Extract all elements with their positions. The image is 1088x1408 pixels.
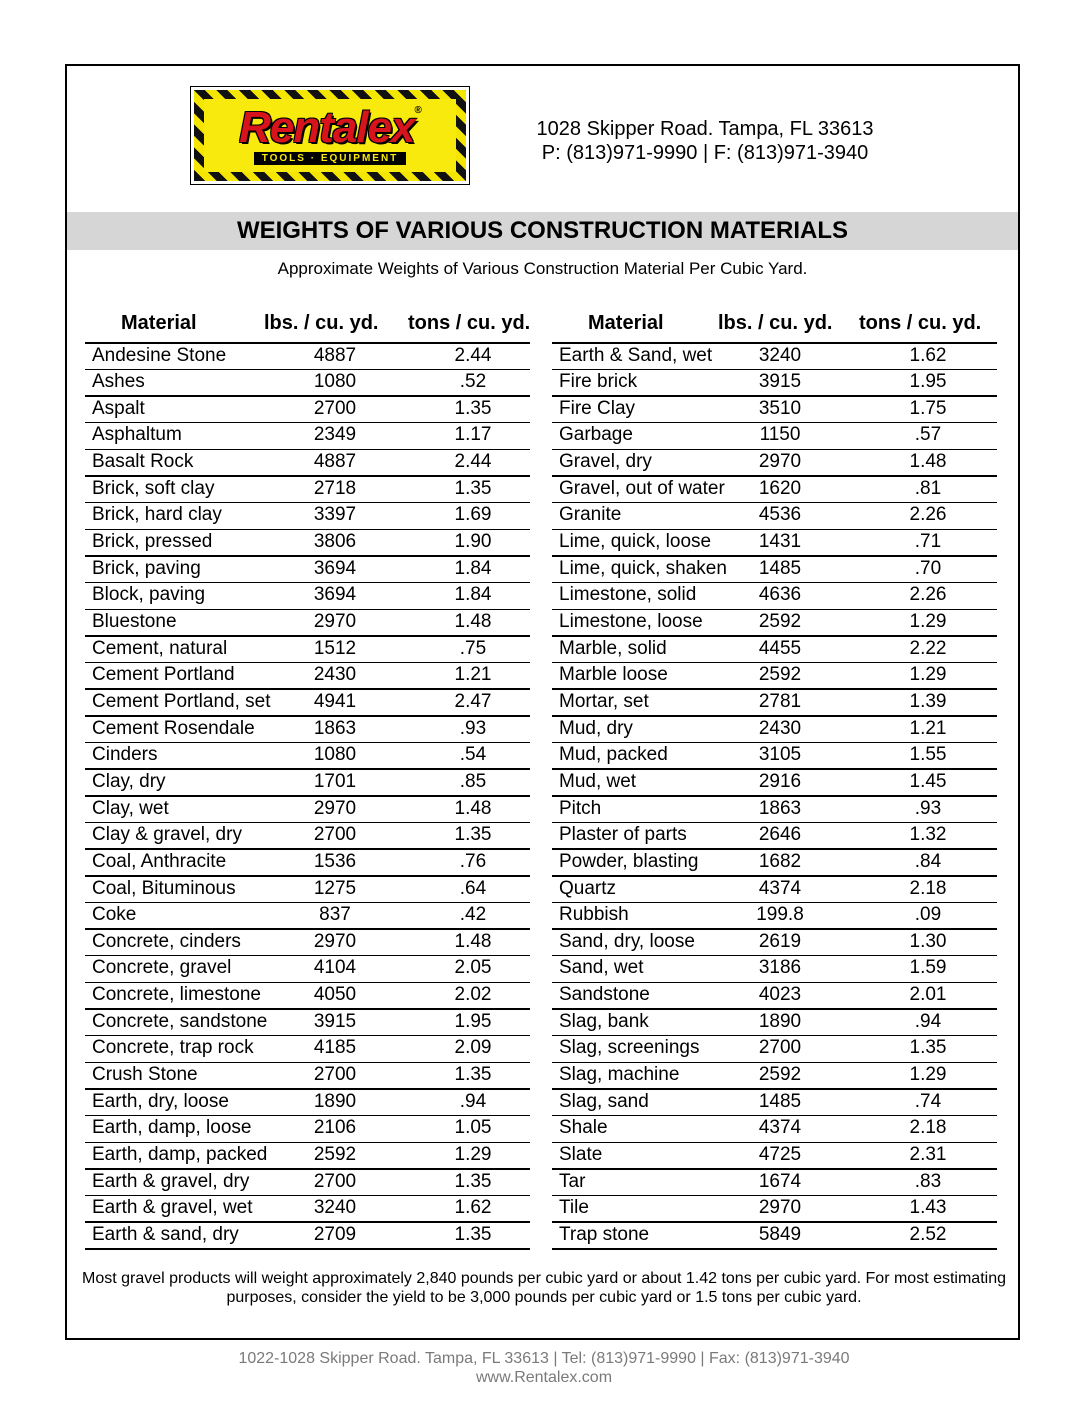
tons-value: 1.05 bbox=[454, 1117, 492, 1139]
material-name: Slag, screenings bbox=[559, 1037, 700, 1059]
header-address bbox=[480, 117, 930, 165]
tons-value: 1.29 bbox=[909, 664, 947, 686]
material-name: Tar bbox=[559, 1170, 586, 1192]
lbs-value: 2592 bbox=[758, 611, 802, 632]
tons-value: 1.21 bbox=[454, 664, 492, 686]
tons-value: 1.69 bbox=[454, 504, 492, 526]
material-name: Mortar, set bbox=[559, 690, 649, 712]
tons-value: 2.44 bbox=[454, 451, 492, 473]
tons-value: 1.84 bbox=[454, 557, 492, 579]
tons-value: 2.01 bbox=[909, 984, 947, 1006]
material-name: Cement Portland bbox=[92, 664, 235, 686]
material-name: Fire Clay bbox=[559, 397, 636, 419]
tons-value: 2.02 bbox=[454, 984, 492, 1006]
material-name: Slag, bank bbox=[559, 1010, 649, 1032]
material-name: Earth, damp, packed bbox=[92, 1144, 268, 1165]
material-name: Earth & sand, dry bbox=[92, 1223, 239, 1245]
tons-value: 1.29 bbox=[909, 1064, 947, 1086]
lbs-value: 2709 bbox=[313, 1223, 357, 1245]
header-tons-left: tons / cu. yd. bbox=[408, 312, 531, 334]
tons-value: 2.22 bbox=[909, 637, 947, 659]
lbs-value: 4887 bbox=[313, 344, 357, 366]
page-footer bbox=[0, 1349, 1088, 1387]
material-name: Mud, packed bbox=[559, 744, 668, 766]
tons-value: .81 bbox=[914, 477, 942, 499]
lbs-value: 2430 bbox=[758, 717, 802, 739]
material-name: Mud, wet bbox=[559, 770, 637, 792]
material-name: Concrete, limestone bbox=[92, 984, 261, 1006]
material-name: Crush Stone bbox=[92, 1064, 198, 1086]
lbs-value: 4374 bbox=[758, 877, 802, 899]
lbs-value: 2970 bbox=[313, 930, 357, 952]
material-name: Andesine Stone bbox=[92, 344, 227, 366]
material-name: Granite bbox=[559, 504, 622, 526]
lbs-value: 3105 bbox=[758, 744, 802, 766]
registered-mark: ® bbox=[414, 105, 421, 116]
lbs-value: 1890 bbox=[313, 1090, 357, 1112]
tons-value: .93 bbox=[914, 797, 942, 819]
material-name: Cinders bbox=[92, 744, 158, 766]
tons-value: 1.62 bbox=[454, 1197, 492, 1219]
tons-value: 2.47 bbox=[454, 690, 492, 712]
tons-value: 1.21 bbox=[909, 717, 947, 739]
lbs-value: 4374 bbox=[758, 1117, 802, 1139]
tons-value: .42 bbox=[459, 904, 487, 926]
lbs-value: 2700 bbox=[313, 397, 357, 419]
lbs-value: 4185 bbox=[313, 1037, 357, 1059]
material-name: Earth, dry, loose bbox=[92, 1090, 229, 1112]
lbs-value: 5849 bbox=[758, 1223, 802, 1245]
material-name: Basalt Rock bbox=[92, 451, 194, 473]
lbs-value: 1674 bbox=[758, 1170, 802, 1192]
lbs-value: 4725 bbox=[758, 1144, 802, 1165]
tons-value: 1.84 bbox=[454, 584, 492, 606]
material-name: Asphaltum bbox=[92, 424, 182, 446]
lbs-value: 2430 bbox=[313, 664, 357, 686]
lbs-value: 2700 bbox=[313, 1064, 357, 1086]
lbs-value: 3915 bbox=[313, 1010, 357, 1032]
lbs-value: 3510 bbox=[758, 397, 802, 419]
material-name: Marble, solid bbox=[559, 637, 667, 659]
material-name: Gravel, out of water bbox=[559, 477, 725, 499]
header-material-right: Material bbox=[588, 312, 664, 334]
lbs-value: 2592 bbox=[313, 1144, 357, 1165]
tons-value: .76 bbox=[459, 850, 487, 872]
lbs-value: 1485 bbox=[758, 557, 802, 579]
tons-value: 1.35 bbox=[454, 1223, 492, 1245]
lbs-value: 1701 bbox=[313, 770, 357, 792]
tons-value: 2.31 bbox=[909, 1144, 947, 1165]
lbs-value: 3186 bbox=[758, 957, 802, 979]
tons-value: .52 bbox=[459, 371, 487, 393]
lbs-value: 1890 bbox=[758, 1010, 802, 1032]
material-name: Slag, machine bbox=[559, 1064, 680, 1086]
lbs-value: 2592 bbox=[758, 664, 802, 686]
lbs-value: 1863 bbox=[313, 717, 357, 739]
tons-value: .93 bbox=[459, 717, 487, 739]
lbs-value: 2646 bbox=[758, 824, 802, 846]
lbs-value: 1863 bbox=[758, 797, 802, 819]
tons-value: 2.26 bbox=[909, 584, 947, 606]
lbs-value: 3915 bbox=[758, 371, 802, 393]
material-name: Brick, soft clay bbox=[92, 477, 215, 499]
lbs-value: 1620 bbox=[758, 477, 802, 499]
tons-value: 1.29 bbox=[454, 1144, 492, 1165]
page-subtitle: Approximate Weights of Various Construction Material Per Cubic Yard. bbox=[277, 259, 808, 278]
tons-value: 1.48 bbox=[454, 797, 492, 819]
tons-value: 1.35 bbox=[454, 477, 492, 499]
material-name: Coke bbox=[92, 904, 137, 926]
material-name: Clay & gravel, dry bbox=[92, 824, 242, 846]
lbs-value: 2592 bbox=[758, 1064, 802, 1086]
lbs-value: 2700 bbox=[758, 1037, 802, 1059]
phone-fax-line: P: (813)971-9990 | F: (813)971-3940 bbox=[541, 142, 869, 164]
material-name: Powder, blasting bbox=[559, 850, 699, 872]
material-name: Slag, sand bbox=[559, 1090, 649, 1112]
material-name: Brick, paving bbox=[92, 557, 201, 579]
rentalex-logo bbox=[190, 86, 470, 185]
material-name: Mud, dry bbox=[559, 717, 633, 739]
lbs-value: 4050 bbox=[313, 984, 357, 1006]
material-name: Trap stone bbox=[559, 1223, 650, 1245]
tons-value: .85 bbox=[459, 770, 487, 792]
lbs-value: 2781 bbox=[758, 690, 802, 712]
material-name: Clay, dry bbox=[92, 770, 166, 792]
material-name: Sand, dry, loose bbox=[559, 930, 695, 952]
material-name: Sand, wet bbox=[559, 957, 644, 979]
material-name: Cement, natural bbox=[92, 637, 228, 659]
lbs-value: 837 bbox=[319, 904, 351, 926]
lbs-value: 2718 bbox=[313, 477, 357, 499]
tons-value: 1.39 bbox=[909, 690, 947, 712]
material-name: Coal, Anthracite bbox=[92, 850, 227, 872]
lbs-value: 4636 bbox=[758, 584, 802, 606]
lbs-value: 1080 bbox=[313, 744, 357, 766]
material-name: Coal, Bituminous bbox=[92, 877, 236, 899]
material-name: Aspalt bbox=[92, 397, 145, 419]
material-name: Lime, quick, shaken bbox=[559, 557, 727, 579]
material-name: Limestone, solid bbox=[559, 584, 697, 606]
lbs-value: 4887 bbox=[313, 451, 357, 473]
lbs-value: 2349 bbox=[313, 424, 357, 446]
tons-value: 2.44 bbox=[454, 344, 492, 366]
tons-value: 1.17 bbox=[454, 424, 492, 446]
lbs-value: 4941 bbox=[313, 690, 357, 712]
material-name: Rubbish bbox=[559, 904, 629, 926]
logo-wordmark: Rentalex bbox=[239, 103, 415, 152]
tons-value: 1.43 bbox=[909, 1197, 947, 1219]
lbs-value: 2970 bbox=[758, 451, 802, 473]
material-name: Brick, pressed bbox=[92, 531, 213, 553]
material-name: Shale bbox=[559, 1117, 608, 1139]
tons-value: 2.09 bbox=[454, 1037, 492, 1059]
logo-tagline: TOOLS · EQUIPMENT bbox=[254, 152, 407, 165]
lbs-value: 3397 bbox=[313, 504, 357, 526]
material-name: Slate bbox=[559, 1144, 603, 1165]
lbs-value: 4104 bbox=[313, 957, 357, 979]
tons-value: 1.35 bbox=[454, 824, 492, 846]
lbs-value: 4536 bbox=[758, 504, 802, 526]
lbs-value: 2700 bbox=[313, 824, 357, 846]
lbs-value: 1536 bbox=[313, 850, 357, 872]
tons-value: 2.18 bbox=[909, 877, 947, 899]
material-name: Plaster of parts bbox=[559, 824, 687, 846]
material-name: Concrete, trap rock bbox=[92, 1037, 254, 1059]
material-name: Earth, damp, loose bbox=[92, 1117, 252, 1139]
tons-value: 1.48 bbox=[454, 611, 492, 632]
lbs-value: 1512 bbox=[313, 637, 357, 659]
material-name: Concrete, gravel bbox=[92, 957, 232, 979]
lbs-value: 1080 bbox=[313, 371, 357, 393]
tons-value: .74 bbox=[914, 1090, 942, 1112]
tons-value: 2.52 bbox=[909, 1223, 947, 1245]
table-row-rule bbox=[552, 1248, 997, 1250]
tons-value: 1.29 bbox=[909, 611, 947, 632]
tons-value: 1.95 bbox=[454, 1010, 492, 1032]
tons-value: 1.45 bbox=[909, 770, 947, 792]
lbs-value: 1431 bbox=[758, 531, 802, 553]
page-title: WEIGHTS OF VARIOUS CONSTRUCTION MATERIALS bbox=[67, 212, 1018, 250]
lbs-value: 1485 bbox=[758, 1090, 802, 1112]
material-name: Cement Rosendale bbox=[92, 717, 255, 739]
tons-value: 1.48 bbox=[909, 451, 947, 473]
tons-value: 1.30 bbox=[909, 930, 947, 952]
lbs-value: 1150 bbox=[759, 424, 801, 446]
tons-value: 1.35 bbox=[454, 397, 492, 419]
material-name: Earth & Sand, wet bbox=[559, 344, 713, 366]
footer-address: 1022-1028 Skipper Road. Tampa, FL 33613 | Tel: (813)971-9990 | Fax: (813)971-3940 bbox=[238, 1350, 850, 1367]
tons-value: .94 bbox=[459, 1090, 487, 1112]
address-line: 1028 Skipper Road. Tampa, FL 33613 bbox=[536, 118, 874, 140]
lbs-value: 2106 bbox=[313, 1117, 357, 1139]
header-lbs-right: lbs. / cu. yd. bbox=[718, 312, 833, 334]
tons-value: 2.26 bbox=[909, 504, 947, 526]
tons-value: 1.48 bbox=[454, 930, 492, 952]
estimating-note: Most gravel products will weight approximately 2,840 pounds per cubic yard or about 1.42 tons per cubic yard. For most estimating purposes, consider the yield to be 3,000 pounds per cubic yard or 1.5 tons per cubic yard. bbox=[81, 1270, 1006, 1306]
material-name: Ashes bbox=[92, 371, 145, 393]
tons-value: 1.75 bbox=[909, 397, 947, 419]
lbs-value: 1682 bbox=[758, 850, 802, 872]
tons-value: 1.35 bbox=[909, 1037, 947, 1059]
header-material-left: Material bbox=[121, 312, 197, 334]
tons-value: 1.62 bbox=[909, 344, 947, 366]
material-name: Gravel, dry bbox=[559, 451, 652, 473]
material-name: Block, paving bbox=[92, 584, 206, 606]
header-lbs-left: lbs. / cu. yd. bbox=[264, 312, 379, 334]
lbs-value: 3240 bbox=[758, 344, 802, 366]
tons-value: 1.35 bbox=[454, 1170, 492, 1192]
lbs-value: 199.8 bbox=[756, 904, 804, 926]
material-name: Bluestone bbox=[92, 611, 177, 632]
lbs-value: 2970 bbox=[313, 797, 357, 819]
material-name: Garbage bbox=[559, 424, 633, 446]
table-row-rule bbox=[85, 1248, 530, 1250]
tons-value: 2.18 bbox=[909, 1117, 947, 1139]
material-name: Quartz bbox=[559, 877, 617, 899]
header-tons-right: tons / cu. yd. bbox=[859, 312, 982, 334]
material-name: Tile bbox=[559, 1197, 589, 1219]
lbs-value: 2619 bbox=[758, 930, 802, 952]
tons-value: .75 bbox=[459, 637, 487, 659]
lbs-value: 4023 bbox=[758, 984, 802, 1006]
material-name: Clay, wet bbox=[92, 797, 169, 819]
material-name: Concrete, sandstone bbox=[92, 1010, 268, 1032]
material-name: Brick, hard clay bbox=[92, 504, 222, 526]
tons-value: .71 bbox=[914, 531, 942, 553]
lbs-value: 4455 bbox=[758, 637, 802, 659]
material-name: Cement Portland, set bbox=[92, 690, 271, 712]
tons-value: .09 bbox=[914, 904, 942, 926]
tons-value: 1.35 bbox=[454, 1064, 492, 1086]
lbs-value: 2916 bbox=[758, 770, 802, 792]
tons-value: .70 bbox=[914, 557, 942, 579]
lbs-value: 3806 bbox=[313, 531, 357, 553]
lbs-value: 2700 bbox=[313, 1170, 357, 1192]
tons-value: .57 bbox=[914, 424, 942, 446]
tons-value: .94 bbox=[914, 1010, 942, 1032]
lbs-value: 2970 bbox=[313, 611, 357, 632]
lbs-value: 3240 bbox=[313, 1197, 357, 1219]
material-name: Sandstone bbox=[559, 984, 650, 1006]
material-name: Earth & gravel, dry bbox=[92, 1170, 250, 1192]
tons-value: 1.59 bbox=[909, 957, 947, 979]
tons-value: 2.05 bbox=[454, 957, 492, 979]
material-name: Lime, quick, loose bbox=[559, 531, 712, 553]
tons-value: .54 bbox=[459, 744, 487, 766]
material-name: Pitch bbox=[559, 797, 602, 819]
lbs-value: 3694 bbox=[313, 557, 357, 579]
tons-value: .83 bbox=[914, 1170, 942, 1192]
material-name: Limestone, loose bbox=[559, 611, 703, 632]
lbs-value: 3694 bbox=[313, 584, 357, 606]
tons-value: .84 bbox=[914, 850, 942, 872]
material-name: Fire brick bbox=[559, 371, 638, 393]
tons-value: 1.95 bbox=[909, 371, 947, 393]
material-name: Marble loose bbox=[559, 664, 668, 686]
tons-value: .64 bbox=[459, 877, 487, 899]
tons-value: 1.55 bbox=[909, 744, 947, 766]
tons-value: 1.90 bbox=[454, 531, 492, 553]
footer-website: www.Rentalex.com bbox=[475, 1369, 613, 1386]
lbs-value: 1275 bbox=[313, 877, 357, 899]
material-name: Earth & gravel, wet bbox=[92, 1197, 253, 1219]
lbs-value: 2970 bbox=[758, 1197, 802, 1219]
material-name: Concrete, cinders bbox=[92, 930, 241, 952]
tons-value: 1.32 bbox=[909, 824, 947, 846]
